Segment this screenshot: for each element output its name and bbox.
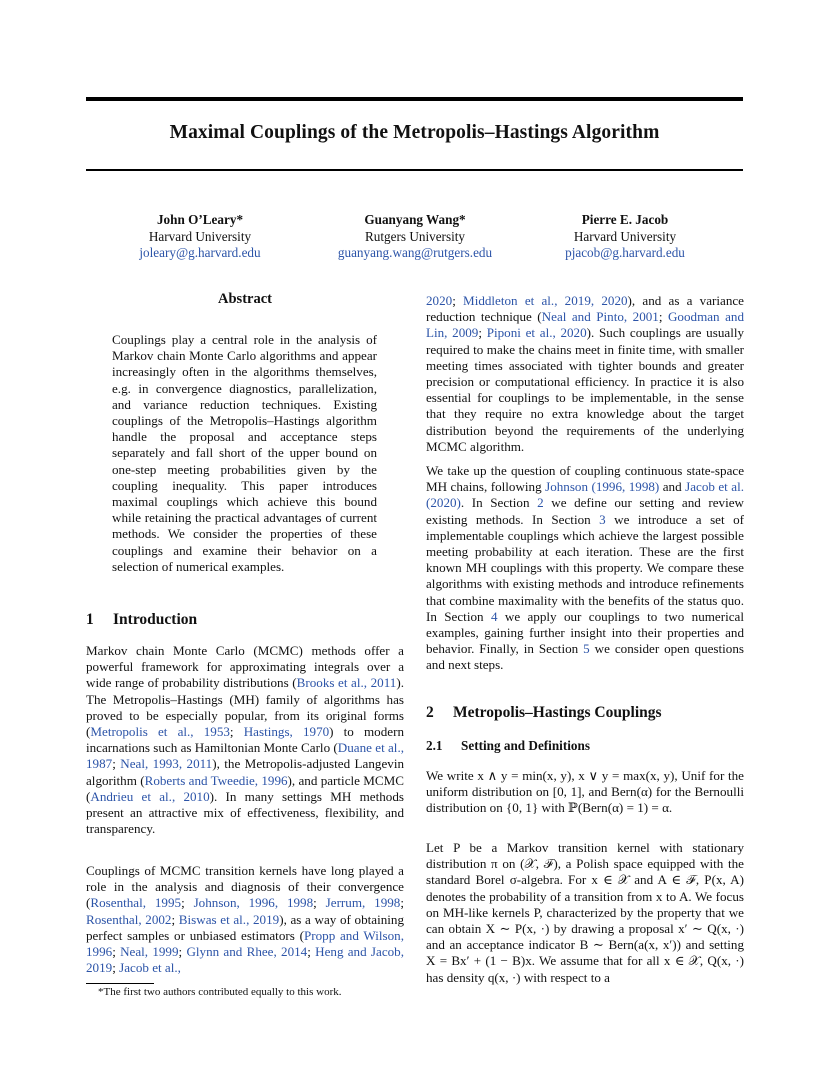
citation-link[interactable]: Rosenthal, 1995 (90, 895, 182, 911)
author-name: John O’Leary* (156, 212, 244, 227)
rich-paragraph (86, 863, 404, 976)
text-run: ), the Metropolis-adjusted Langevin algorithm ( (86, 756, 405, 788)
citation-link[interactable]: 2020 (426, 293, 453, 308)
footnote-rule (86, 983, 154, 984)
text-run: ; (112, 944, 121, 960)
citation-link[interactable]: Neal, 1993, 2011 (120, 756, 213, 772)
text-run: we introduce a set of implementable couplings which achieve the largest possible meeting probability at each iteration. These are the first known MH couplings with this property. We compare these algorithms with existing methods and introduce refinements that combine maximality with the benefits of the status quo. In Section (426, 511, 744, 624)
abstract-text: Couplings play a central role in the analysis of Markov chain Monte Carlo algorithms and appear increasingly often in the algorithms themselves, e.g. in convergence diagnostics, parallelization, and variance reduction techniques. Existing couplings of the Metropolis–Hastings algorithm handle the proposal and acceptance steps separately and fall short of the upper bound on one-step meeting probabilities given by the coupling inequality. This paper introduces maximal couplings which achieve this bound while retaining the practical advantages of current methods. We consider the properties of these couplings and examine their behavior on a selection of numerical examples. (112, 332, 377, 574)
text-run: Couplings of MCMC transition kernels have long played a role in the analysis and diagnosis of their convergence ( (86, 863, 404, 911)
intro-paragraph-1 (86, 643, 404, 837)
citation-link[interactable]: Jerrum, 1998 (325, 895, 401, 911)
citation-link[interactable]: Brooks et al., 2011 (296, 675, 397, 691)
author-affiliation: Rutgers University (365, 228, 465, 244)
citation-link[interactable]: Neal, 1999 (120, 944, 179, 960)
paper-title: Maximal Couplings of the Metropolis–Hastings Algorithm (169, 122, 660, 143)
citation-link[interactable]: Duane et al., 1987 (86, 740, 404, 772)
citation-link[interactable]: Goodman and Lin, 2009 (426, 309, 744, 341)
section-title: Introduction (113, 611, 198, 628)
text-run: ; (658, 309, 668, 325)
title-rule (86, 169, 743, 171)
citation-link[interactable]: Heng and Jacob, 2019 (86, 944, 404, 976)
rich-paragraph (426, 463, 744, 674)
subsection-2-1-heading (426, 738, 590, 754)
author-affiliation: Harvard University (573, 228, 677, 244)
definitions-paragraph: We write x ∧ y = min(x, y), x ∨ y = max(x, y), Unif for the uniform distribution on [0, 1], and Bern(α) for the Bernoulli distribution on {0, 1} with ℙ(Bern(α) = 1) = α. (426, 768, 744, 816)
text-run: ; (307, 944, 316, 960)
citation-link[interactable]: Neal and Pinto, 2001 (541, 309, 659, 325)
right-paragraph-1 (426, 293, 744, 455)
top-rule (86, 97, 743, 101)
citation-link[interactable]: Metropolis et al., 1953 (90, 724, 230, 740)
text-run: ; (181, 895, 194, 911)
citation-link[interactable]: 5 (583, 641, 590, 657)
text-run: ; (313, 895, 326, 911)
citation-link[interactable]: Propp and Wilson, 1996 (86, 927, 404, 960)
citation-link[interactable]: Johnson (1996, 1998) (545, 479, 660, 495)
citation-link[interactable]: Middleton et al., 2019, 2020 (463, 293, 628, 308)
citation-link[interactable]: Roberts and Tweedie, 1996 (144, 772, 288, 788)
text-run: ), and as a variance reduction technique ( (426, 293, 744, 325)
footnote: *The first two authors contributed equally to this work. (98, 986, 342, 998)
author-3 (525, 212, 725, 262)
citation-link[interactable]: Rosenthal, 2002 (86, 911, 172, 927)
right-paragraph-2 (426, 463, 744, 674)
citation-link[interactable]: Hastings, 1970 (243, 724, 330, 740)
author-email[interactable]: pjacob@g.harvard.edu (565, 245, 685, 260)
author-1 (100, 212, 300, 262)
section-number: 1 (86, 611, 94, 628)
text-run: ; (171, 911, 179, 927)
author-name: Pierre E. Jacob (581, 212, 669, 227)
author-email[interactable]: guanyang.wang@rutgers.edu (337, 245, 493, 260)
citation-link[interactable]: 3 (599, 511, 606, 527)
text-run: ) to modern incarnations such as Hamiltonian Monte Carlo ( (86, 724, 404, 756)
text-run: ; (400, 895, 404, 911)
text-run: ; (178, 944, 187, 960)
abstract-heading: Abstract (218, 291, 272, 307)
author-2 (310, 212, 520, 262)
author-email[interactable]: joleary@g.harvard.edu (139, 245, 261, 260)
text-run: ). In many settings MH methods present an attractive mix of effectiveness, flexibility, and transparency. (86, 788, 404, 837)
text-run: ; (229, 724, 244, 740)
text-run: We take up the question of coupling continuous state-space MH chains, following (426, 463, 744, 495)
text-run: we consider open questions and next steps. (426, 641, 744, 673)
text-run: we apply our couplings to two numerical examples, gaining further insight into their properties and behavior. Finally, in Section (426, 608, 744, 657)
author-affiliation: Harvard University (148, 228, 252, 244)
author-name: Guanyang Wang* (364, 212, 466, 227)
subsection-title: Setting and Definitions (461, 738, 590, 753)
text-run: ), as a way of obtaining perfect samples or unbiased estimators ( (86, 911, 404, 943)
section-title: Metropolis–Hastings Couplings (453, 704, 662, 721)
text-run: Markov chain Monte Carlo (MCMC) methods offer a powerful framework for approximating integrals over a wide range of probability distributions ( (86, 643, 404, 691)
section-number: 2 (426, 704, 434, 721)
text-run: ; (478, 325, 487, 341)
section-2-heading (426, 704, 662, 722)
citation-link[interactable]: 2 (537, 495, 544, 511)
text-run: and (659, 479, 686, 495)
text-run: . In Section (460, 495, 538, 511)
intro-paragraph-2 (86, 863, 404, 976)
text-run: ). Such couplings are usually required to make the chains meet in finite time, with smaller meeting times associated with tighter bounds and greater precision or computational efficiency. In practice it is also essential for couplings to be implementable, in the sense that they require no extra knowledge about the target distribution beyond the requirements of the underlying MCMC algorithm. (426, 325, 745, 454)
citation-link[interactable]: Johnson, 1996, 1998 (193, 895, 314, 911)
citation-link[interactable]: Jacob et al., (119, 960, 181, 976)
citation-link[interactable]: 4 (490, 608, 498, 624)
text-run: ; (452, 293, 464, 308)
rich-paragraph (86, 643, 404, 837)
section-1-heading (86, 611, 197, 629)
text-run: ; (112, 756, 121, 772)
text-run: we define our setting and review existing methods. In Section (426, 495, 744, 527)
text-run: ; (112, 960, 120, 976)
rich-paragraph (426, 293, 744, 455)
kernel-paragraph: Let P be a Markov transition kernel with stationary distribution π on (𝒳, ℱ), a Polish space equipped with the standard Borel σ-algebra. For x ∈ 𝒳 and A ∈ ℱ, P(x, A) denotes the probability of a transition from x to A. We focus on MH-like kernels P, characterized by the property that we can obtain X ∼ P(x, ·) by drawing a proposal x′ ∼ Q(x, ·) and an acceptance indicator B ∼ Bern(a(x, x′)) and setting X = Bx′ + (1 − B)x. We assume that for all x ∈ 𝒳, Q(x, ·) has density q(x, ·) with respect to a (426, 840, 744, 985)
text-run: ). The Metropolis–Hastings (MH) family of algorithms has proved to be especially popular, from its original forms ( (86, 675, 404, 740)
text-run: ), and particle MCMC ( (86, 772, 405, 804)
citation-link[interactable]: Andrieu et al., 2010 (90, 788, 210, 804)
citation-link[interactable]: Jacob et al. (2020) (426, 479, 744, 511)
subsection-number: 2.1 (426, 738, 443, 753)
citation-link[interactable]: Glynn and Rhee, 2014 (186, 944, 308, 960)
citation-link[interactable]: Piponi et al., 2020 (486, 325, 587, 341)
citation-link[interactable]: Biswas et al., 2019 (178, 911, 280, 927)
